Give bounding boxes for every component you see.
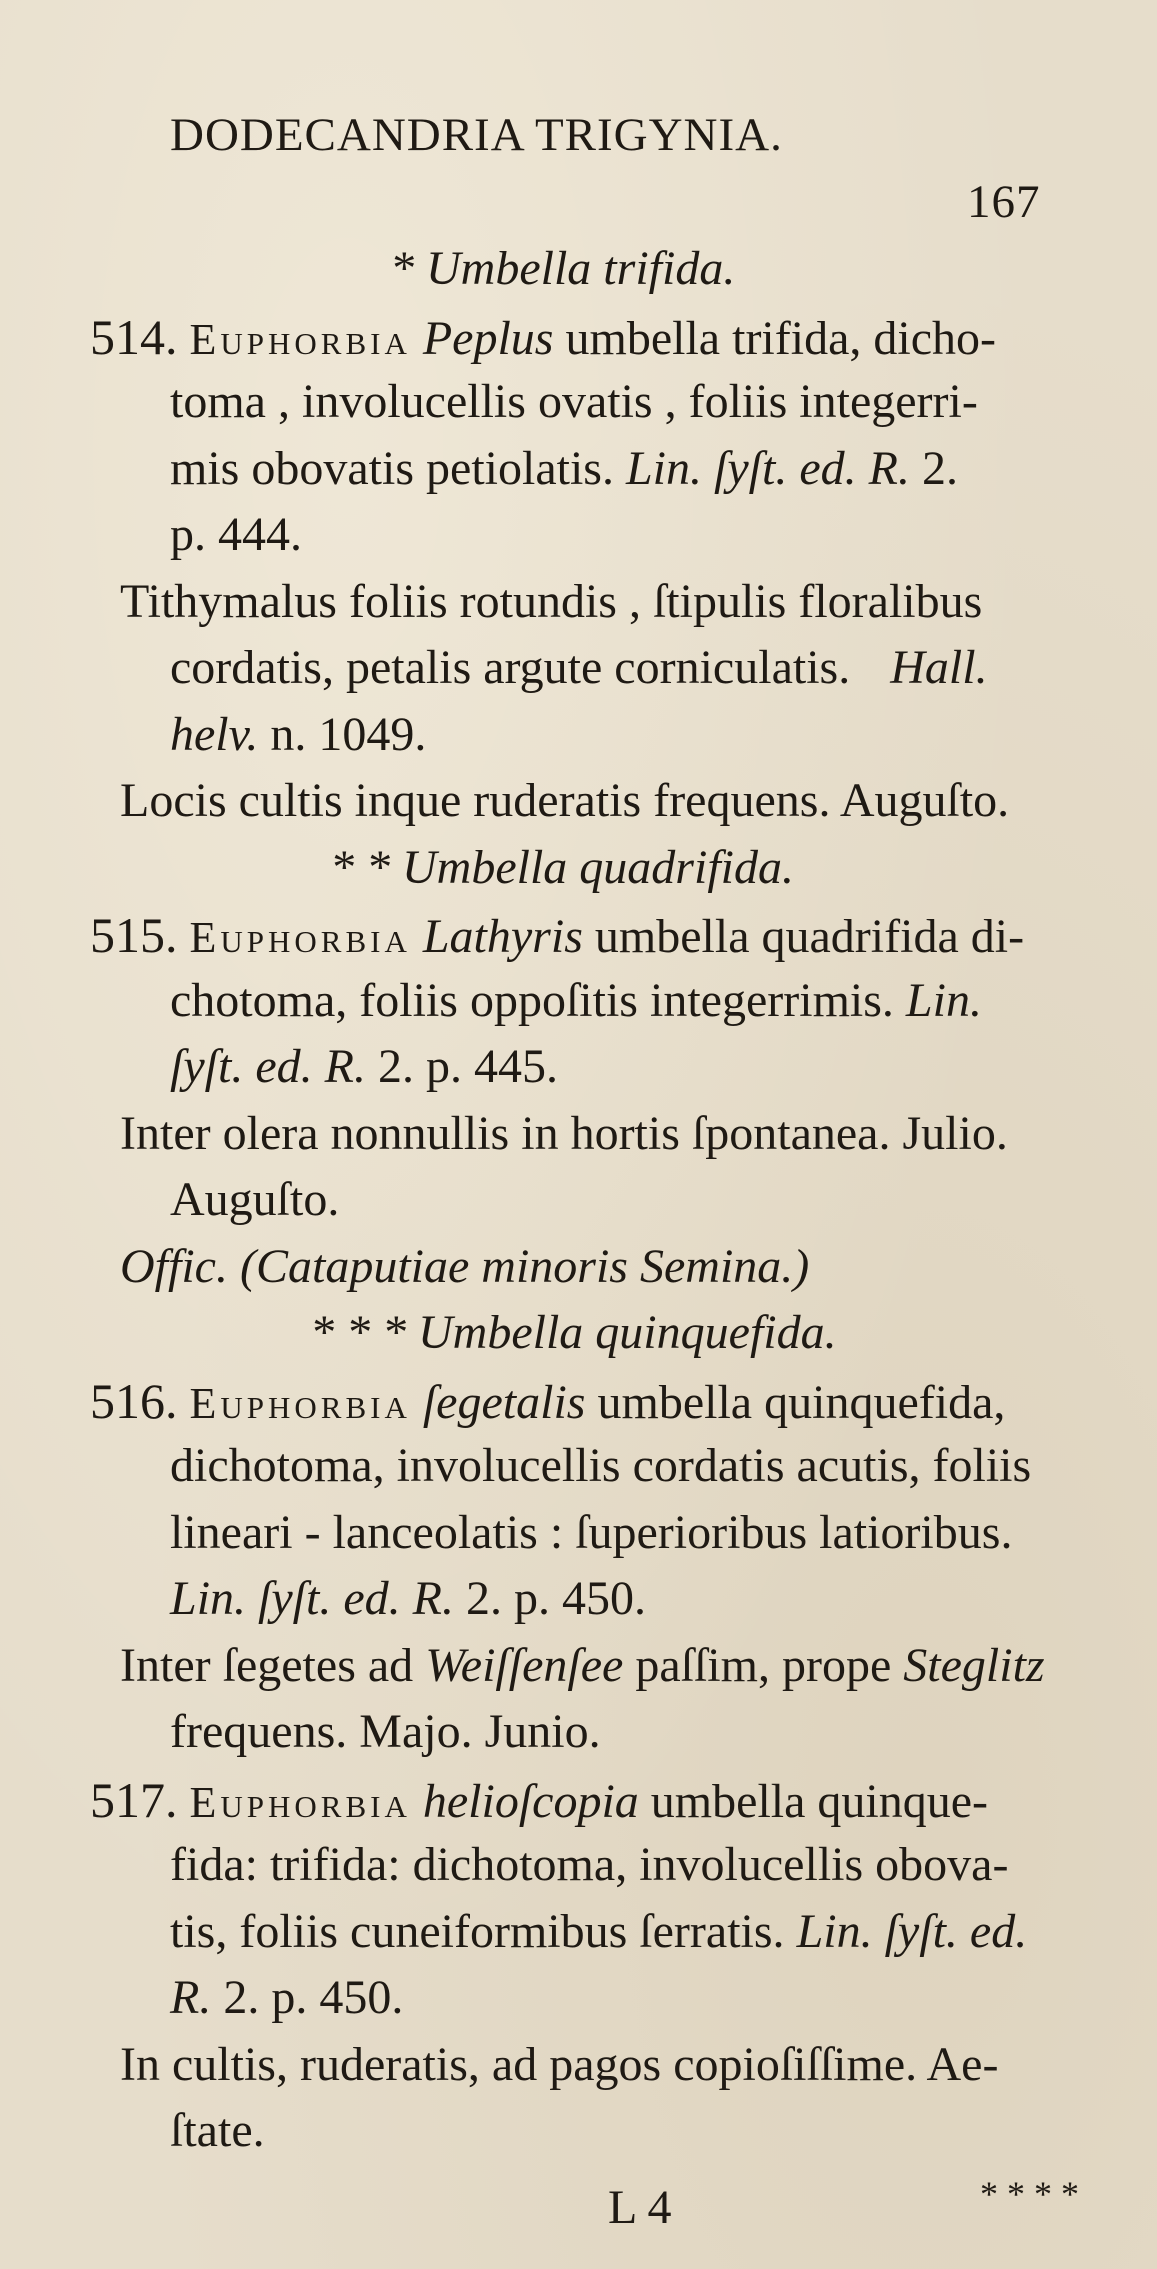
page-number: 167 <box>967 175 1041 228</box>
entry-517-line-2: fida: trifida: dichotoma, involucellis obova- <box>170 1838 1009 1891</box>
entry-514-line-2: toma , involucellis ovatis , foliis integerri- <box>170 375 978 428</box>
entry-515-line-5: Auguſto. <box>170 1173 340 1226</box>
citation: Lin. ſyſt. ed. R. <box>170 1572 454 1625</box>
citation: ſyſt. ed. R. <box>170 1040 366 1093</box>
text: umbella trifida, dicho- <box>565 311 997 365</box>
genus-name: Euphorbia <box>189 1378 411 1428</box>
text: cordatis, petalis argute corniculatis. <box>170 641 851 694</box>
section-heading-trifida: * Umbella trifida. <box>390 242 736 295</box>
text: 2. <box>921 441 958 495</box>
entry-number: 516. <box>90 1372 178 1429</box>
text: paſſim, prope <box>635 1638 892 1692</box>
genus-name: Euphorbia <box>189 1777 411 1827</box>
species-name: ſegetalis <box>422 1375 586 1429</box>
running-head-title: DODECANDRIA TRIGYNIA. <box>170 109 783 161</box>
entry-514-line-8: Locis cultis inque ruderatis frequens. Auguſto. <box>120 774 1010 827</box>
entry-number: 515. <box>90 907 178 963</box>
text: umbella quinque- <box>650 1774 989 1828</box>
text: mis obovatis petiolatis. <box>170 441 614 495</box>
entry-515-line-4: Inter olera nonnullis in hortis ſpontanea. Julio. <box>120 1106 1008 1160</box>
entry-514-line-4: p. 444. <box>170 508 302 561</box>
text: In cultis, ruderatis, ad pagos copioſiſſime. Ae- <box>120 2037 999 2091</box>
citation: Lin. ſyſt. ed. R. <box>625 441 910 495</box>
text: umbella quadrifida di- <box>594 910 1025 963</box>
text: n. 1049. <box>270 707 427 761</box>
entry-516-line-2: dichotoma, involucellis cordatis acutis, foliis <box>170 1439 1032 1492</box>
genus-name: Euphorbia <box>189 314 411 364</box>
citation: R. <box>170 1971 212 2024</box>
citation: Lin. ſyſt. ed. <box>796 1904 1028 1958</box>
entry-515-offic: Offic. (Cataputiae minoris Semina.) <box>120 1239 810 1293</box>
entry-number: 517. <box>90 1771 178 1828</box>
entry-number: 514. <box>90 308 178 365</box>
species-name: Peplus <box>422 311 554 365</box>
place-name: Weiſſenſee <box>425 1638 624 1692</box>
text: 2. p. 445. <box>377 1040 558 1093</box>
entry-516-line-6: frequens. Majo. Junio. <box>170 1705 601 1758</box>
text: Inter ſegetes ad <box>120 1638 414 1692</box>
text: 2. p. 450. <box>211 1971 404 2024</box>
species-name: helioſcopia <box>422 1774 639 1828</box>
text: ſtate. <box>170 2104 265 2157</box>
citation: Lin. <box>905 973 982 1027</box>
catchword: * * * * <box>980 2173 1079 2214</box>
entry-514-line-5: Tithymalus foliis rotundis , ſtipulis floralibus <box>120 574 983 628</box>
signature-mark: L 4 <box>608 2180 672 2234</box>
section-heading-quinquefida: * * * Umbella quinquefida. <box>310 1306 837 1359</box>
section-heading-quadrifida: * * Umbella quadrifida. <box>330 840 794 894</box>
entry-516-line-3: lineari - lanceolatis : ſuperioribus latioribus. <box>170 1505 1013 1559</box>
citation: helv. <box>170 707 259 761</box>
text: tis, foliis cuneiformibus ſerratis. <box>170 1904 785 1958</box>
text: chotoma, foliis oppoſitis integerrimis. <box>170 973 894 1027</box>
citation: Hall. <box>890 641 988 694</box>
text: 2. p. 450. <box>465 1572 646 1625</box>
species-name: Lathyris <box>422 910 583 963</box>
text: umbella quinquefida, <box>597 1375 1006 1429</box>
genus-name: Euphorbia <box>189 913 411 962</box>
place-name: Steglitz <box>903 1638 1045 1692</box>
